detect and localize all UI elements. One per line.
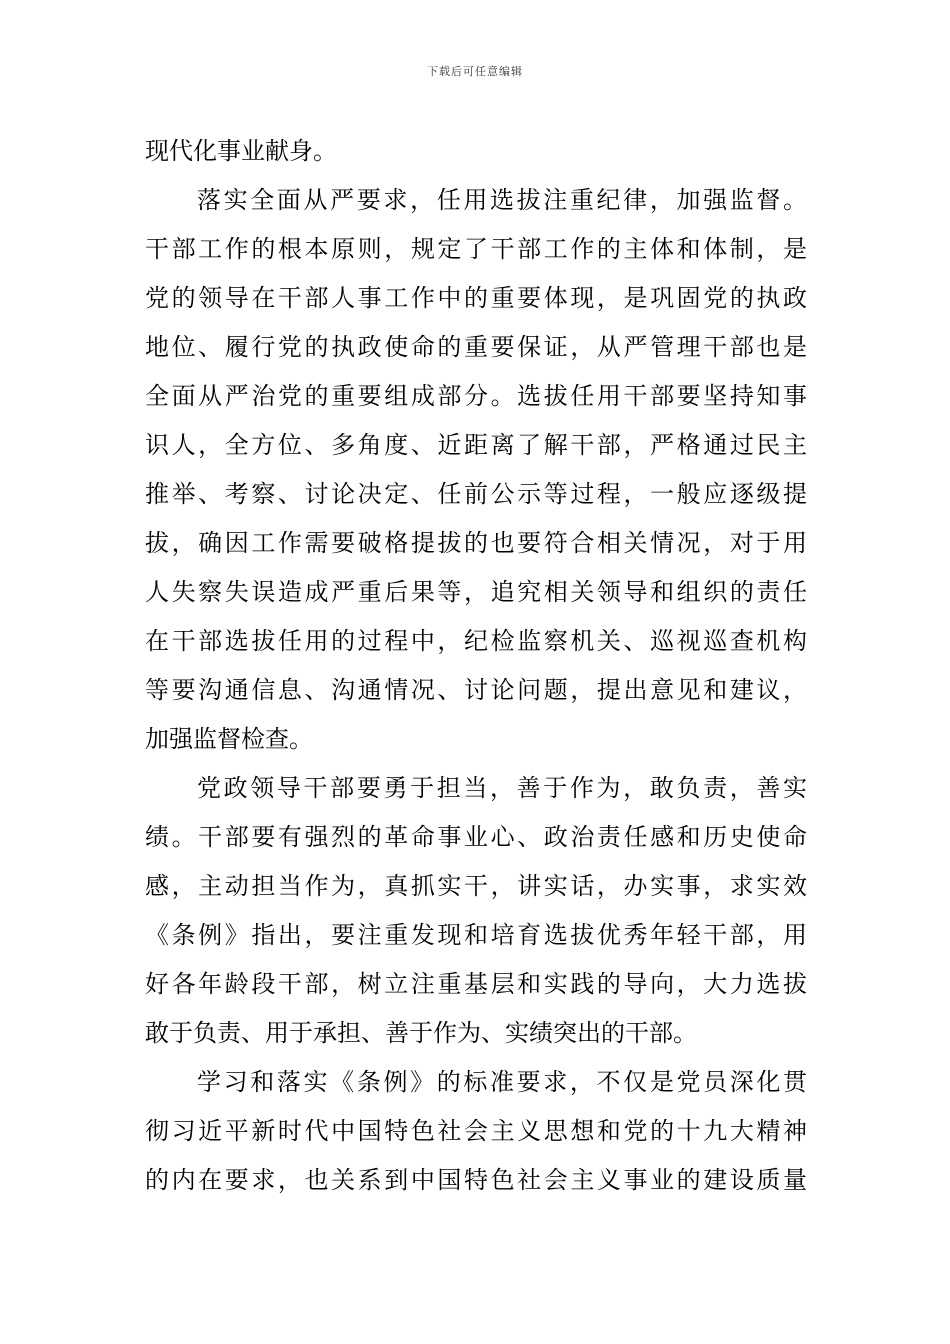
text-line: 人失察失误造成严重后果等，追究相关领导和组织的责任 [145,578,807,606]
text-line: 地位、履行党的执政使命的重要保证，从严管理干部也是 [145,333,807,361]
text-line: 党的领导在干部人事工作中的重要体现，是巩固党的执政 [145,284,807,312]
text-line: 干部工作的根本原则，规定了干部工作的主体和体制，是 [145,235,807,263]
text-line: 敢于负责、用于承担、善于作为、实绩突出的干部。 [145,1019,697,1047]
text-line: 推举、考察、讨论决定、任前公示等过程，一般应逐级提 [145,480,807,508]
text-line: 等要沟通信息、沟通情况、讨论问题，提出意见和建议， [145,676,807,704]
text-line: 全面从严治党的重要组成部分。选拔任用干部要坚持知事 [145,382,807,410]
text-line: 的内在要求，也关系到中国特色社会主义事业的建设质量 [145,1166,807,1194]
document-body [145,127,807,1205]
text-line: 在干部选拔任用的过程中，纪检监察机关、巡视巡查机构 [145,627,807,655]
text-line: 绩。干部要有强烈的革命事业心、政治责任感和历史使命 [145,823,807,851]
text-line: 拔，确因工作需要破格提拔的也要符合相关情况，对于用 [145,529,807,557]
text-line: 现代化事业献身。 [145,137,337,165]
text-line: 《条例》指出，要注重发现和培育选拔优秀年轻干部，用 [145,921,807,949]
text-line: 彻习近平新时代中国特色社会主义思想和党的十九大精神 [145,1117,807,1145]
text-line: 学习和落实《条例》的标准要求，不仅是党员深化贯 [197,1068,807,1096]
text-line: 党政领导干部要勇于担当，善于作为，敢负责，善实 [197,774,807,802]
text-line: 感，主动担当作为，真抓实干，讲实话，办实事，求实效 [145,872,807,900]
text-line: 识人，全方位、多角度、近距离了解干部，严格通过民主 [145,431,807,459]
text-line: 落实全面从严要求，任用选拔注重纪律，加强监督。 [197,186,807,214]
page-header: 下载后可任意编辑 [427,65,523,78]
text-line: 好各年龄段干部，树立注重基层和实践的导向，大力选拔 [145,970,807,998]
text-line: 加强监督检查。 [145,725,313,753]
